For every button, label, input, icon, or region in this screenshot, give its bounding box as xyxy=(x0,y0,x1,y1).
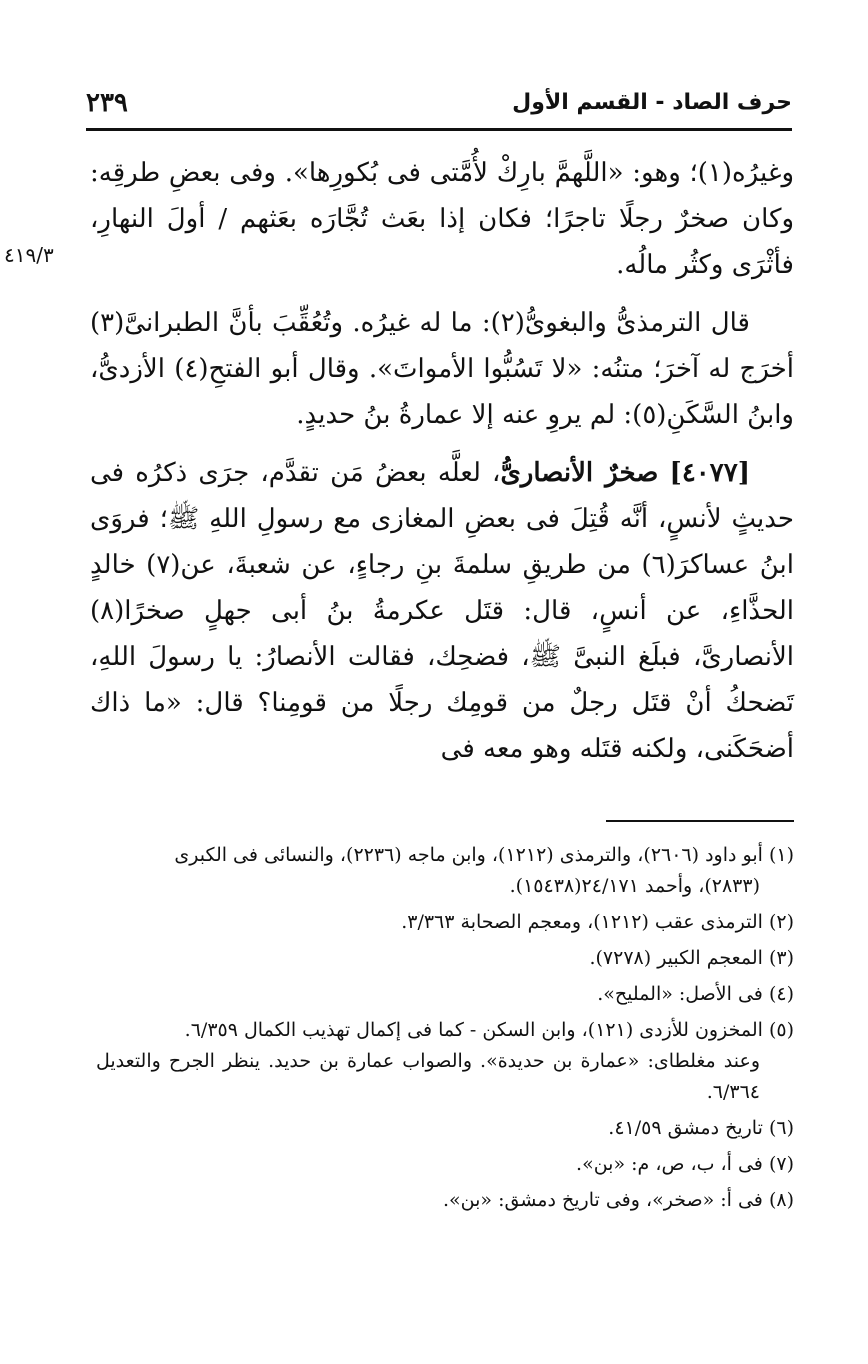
page-header xyxy=(86,86,792,126)
footnote-continuation: وعند مغلطاى: «عمارة بن حديدة». والصواب عمارة بن حديد. ينظر الجرح والتعديل ٦/٣٦٤. xyxy=(96,1050,760,1103)
footnote-number: (٢) xyxy=(768,911,794,933)
footnote-continuation: (٢٨٣٣)، وأحمد ٢٤/١٧١(١٥٤٣٨). xyxy=(509,875,760,897)
footnote-number: (٧) xyxy=(768,1153,794,1175)
text-line: حديثٍ لأنسٍ، أنَّه قُتِلَ فى بعضِ المغازى مع رسولِ اللهِ ﷺ؛ فروَى ابنُ xyxy=(90,504,794,580)
paragraph-2 xyxy=(90,300,794,438)
text-line: أنسٍ، قال: قتَل عكرمةُ بنُ أبى جهلٍ صخرًا(٨) الأنصارىَّ، فبلَغ النبىَّ ﷺ، xyxy=(90,596,794,672)
footnote-6 xyxy=(96,1113,794,1144)
footnote-text: المخزون للأزدى (١٢١)، وابن السكن - كما فى إكمال تهذيب الكمال ٦/٣٥٩. xyxy=(184,1019,763,1041)
footnote-text: الترمذى عقب (١٢١٢)، ومعجم الصحابة ٣/٣٦٣. xyxy=(401,911,763,933)
text-line: قال الترمذىُّ والبغوىُّ(٢): ما له غيرُه. وتُعُقِّبَ بأنَّ الطبرانىَّ(٣) أخرَج له xyxy=(90,308,794,384)
main-text xyxy=(90,150,794,772)
text-line: مالُه. xyxy=(616,250,669,280)
footnote-text: فى أ، ب، ص، م: «بن». xyxy=(576,1153,763,1175)
text-line: آخرَ؛ متنُه: «لا تَسُبُّوا الأمواتَ». وقال أبو الفتحِ(٤) الأزدىُّ، وابنُ السَّكَنِ(٥): xyxy=(90,354,794,430)
footnote-number: (٦) xyxy=(768,1117,794,1139)
text-line: صخرٌ رجلًا تاجرًا؛ فكان إذا بعَث تُجَّارَه بعَثهم / أولَ النهارِ، فأثْرَى وكثُر xyxy=(90,204,794,280)
text-line: وغيرُه(١)؛ وهو: «اللَّهمَّ بارِكْ لأُمَّتى فى بُكورِها». وفى بعضِ طرقِه: وكان xyxy=(90,158,794,234)
footnote-text: فى أ: «صخر»، وفى تاريخ دمشق: «بن». xyxy=(443,1189,763,1211)
page-number: ٢٣٩ xyxy=(86,88,128,118)
paragraph-3 xyxy=(90,450,794,772)
footnote-3 xyxy=(96,943,794,974)
footnote-2 xyxy=(96,907,794,938)
text-line: ، لعلَّه بعضُ مَن تقدَّم، جرَى ذكرُه فى xyxy=(90,458,501,488)
running-title: حرف الصاد - القسم الأول xyxy=(512,90,792,115)
footnote-text: المعجم الكبير (٧٢٧٨). xyxy=(589,947,763,969)
footnote-number: (٣) xyxy=(768,947,794,969)
footnote-number: (٥) xyxy=(768,1019,794,1041)
margin-reference: ٤١٩/٣ xyxy=(4,243,54,267)
text-line: فضحِك، فقالت الأنصارُ: يا رسولَ اللهِ، تَضحكُ أنْ قتَل رجلٌ من قومِك xyxy=(90,642,795,718)
paragraph-1 xyxy=(90,150,794,288)
footnote-number: (١) xyxy=(768,844,794,866)
text-line: عساكرَ(٦) من طريقِ سلمةَ بنِ رجاءٍ، عن شعبةَ، عن(٧) خالدٍ الحذَّاءِ، عن xyxy=(90,550,794,626)
footnote-text: فى الأصل: «المليح». xyxy=(597,983,763,1005)
footnote-7 xyxy=(96,1149,794,1180)
footnote-number: (٤) xyxy=(768,983,794,1005)
footnote-8 xyxy=(96,1185,794,1216)
entry-name: صخرٌ الأنصارىُّ xyxy=(500,458,659,488)
footnote-text: أبو داود (٢٦٠٦)، والترمذى (١٢١٢)، وابن ماجه (٢٢٣٦)، والنسائى فى الكبرى xyxy=(174,844,763,866)
footnote-text: تاريخ دمشق ٤١/٥٩. xyxy=(608,1117,763,1139)
entry-number: [٤٠٧٧] xyxy=(669,458,750,488)
footnote-separator xyxy=(606,820,794,822)
text-line: لم يروِ عنه إلا عمارةُ بنُ حديدٍ. xyxy=(296,400,616,430)
footnote-5 xyxy=(96,1015,794,1108)
footnote-1 xyxy=(96,840,794,902)
footnotes xyxy=(96,840,794,1221)
text-line: رجلًا من قومِنا؟ قال: «ما ذاك أضحَكَنى، ولكنه قتَله وهو معه فى xyxy=(90,688,794,764)
footnote-4 xyxy=(96,979,794,1010)
footnote-number: (٨) xyxy=(768,1189,794,1211)
header-rule xyxy=(86,128,792,131)
